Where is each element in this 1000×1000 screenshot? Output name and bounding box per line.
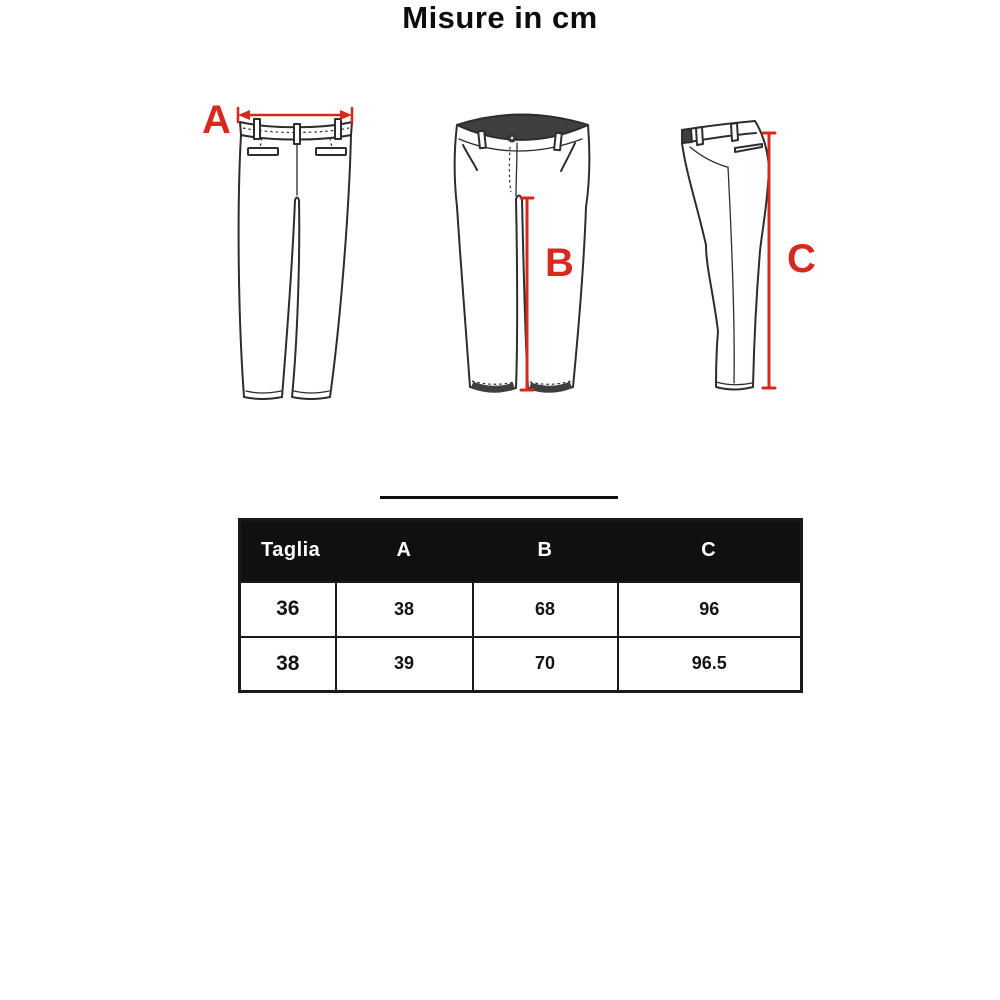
waist-button-hole [511,137,513,139]
belt-loop [731,123,738,141]
belt-loop [254,119,260,139]
table-row-size-38 [240,637,802,692]
back-pocket-right [316,148,346,155]
waistband-end [682,129,692,143]
pants-back-drawing [239,119,352,399]
title-underline [380,496,618,499]
measure-label-b: B [545,241,574,285]
belt-loop [294,124,300,144]
belt-loop [554,133,562,151]
pants-side-body [682,121,769,390]
cell-measure-b: 68 [473,582,618,637]
size-table [238,518,803,693]
pants-back-view-illustration [200,85,380,415]
pants-side-drawing [682,121,769,390]
cell-size: 36 [240,582,336,637]
table-header-row [240,520,802,582]
table-header-a: A [336,520,473,582]
cell-measure-a: 39 [336,637,473,692]
table-header-c: C [618,520,802,582]
pants-front-view-illustration [445,85,605,415]
pants-back-legs [239,135,351,399]
pants-side-view-illustration [665,85,825,405]
cell-measure-b: 70 [473,637,618,692]
belt-loop [478,131,486,149]
size-chart-title: Misure in cm [402,0,598,35]
back-pocket-left [248,148,278,155]
cell-measure-c: 96 [618,582,802,637]
belt-loop [696,127,703,145]
cell-size: 38 [240,637,336,692]
measure-label-c: C [787,237,816,281]
measure-label-a: A [202,98,231,142]
cell-measure-a: 38 [336,582,473,637]
table-header-b: B [473,520,618,582]
cell-measure-c: 96.5 [618,637,802,692]
belt-loop [335,119,341,139]
table-header-taglia: Taglia [240,520,336,582]
table-row-size-36 [240,582,802,637]
